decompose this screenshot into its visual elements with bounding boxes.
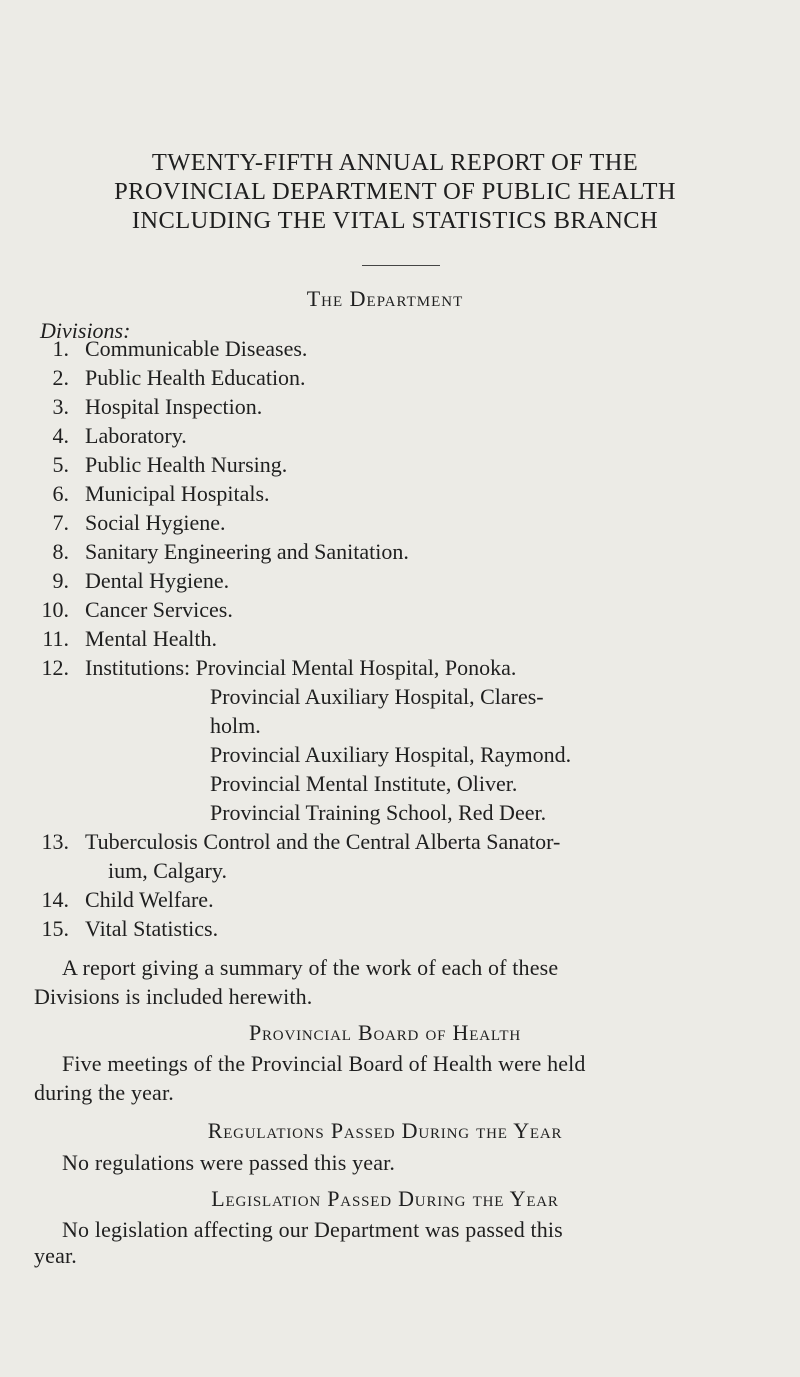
list-item-text: Public Health Nursing. [85,452,288,477]
title-line-1: TWENTY-FIFTH ANNUAL REPORT OF THE [151,149,639,176]
list-item-number: 2. [52,365,69,390]
title-line-2: PROVINCIAL DEPARTMENT OF PUBLIC HEALTH [114,178,676,205]
list-item-number: 1. [52,336,69,361]
list-item-text: Communicable Diseases. [85,336,308,361]
list-item-number: 14. [41,887,69,912]
list-item-text: Institutions: Provincial Mental Hospital, Ponoka. [85,655,517,680]
list-item-text: Social Hygiene. [85,510,226,535]
institution-line: Provincial Auxiliary Hospital, Raymond. [210,742,572,767]
divisions-label: Divisions: [40,318,131,343]
list-item-number: 4. [52,423,69,448]
board-paragraph-line-1: Five meetings of the Provincial Board of Health were held [62,1051,586,1076]
summary-paragraph-line-2: Divisions is included herewith. [34,984,313,1009]
list-item-number: 7. [52,510,69,535]
list-item-number: 8. [52,539,69,564]
report-title [60,148,730,235]
list-item-text: Dental Hygiene. [85,568,230,593]
list-item-text: Laboratory. [85,423,187,448]
list-item-number: 3. [52,394,69,419]
institution-line: Provincial Auxiliary Hospital, Clares- [210,684,544,709]
list-item-number: 6. [52,481,69,506]
list-item-number: 13. [41,829,69,854]
legislation-paragraph-line-1: No legislation affecting our Department was passed this [62,1217,563,1242]
list-item-text: Child Welfare. [85,887,214,912]
legislation-paragraph-line-2: year. [34,1243,77,1268]
list-item-number: 5. [52,452,69,477]
department-heading: The Department [306,286,464,311]
regulations-paragraph: No regulations were passed this year. [62,1150,396,1175]
summary-paragraph-line-1: A report giving a summary of the work of each of these [62,955,559,980]
list-item-number: 10. [41,597,69,622]
list-item-number: 15. [41,916,69,941]
list-item-text: Vital Statistics. [85,916,219,941]
board-paragraph-line-2: during the year. [34,1080,174,1105]
list-item-number: 11. [42,626,69,651]
list-item-continuation: ium, Calgary. [108,858,227,883]
list-item-text: Mental Health. [85,626,217,651]
board-heading: Provincial Board of Health [248,1020,522,1045]
institution-line: holm. [210,713,261,738]
list-item-text: Municipal Hospitals. [85,481,270,506]
title-line-3: INCLUDING THE VITAL STATISTICS BRANCH [131,207,659,234]
list-item-text: Cancer Services. [85,597,233,622]
institution-line: Provincial Training School, Red Deer. [210,800,547,825]
list-item-number: 9. [52,568,69,593]
list-item-number: 12. [41,655,69,680]
list-item-text: Public Health Education. [85,365,306,390]
title-divider [362,265,440,266]
institution-line: Provincial Mental Institute, Oliver. [210,771,518,796]
regulations-heading: Regulations Passed During the Year [207,1118,563,1143]
list-item-text: Hospital Inspection. [85,394,263,419]
list-item-text: Sanitary Engineering and Sanitation. [85,539,409,564]
list-item-text: Tuberculosis Control and the Central Alberta Sanator- [85,829,561,854]
legislation-heading: Legislation Passed During the Year [211,1186,559,1211]
